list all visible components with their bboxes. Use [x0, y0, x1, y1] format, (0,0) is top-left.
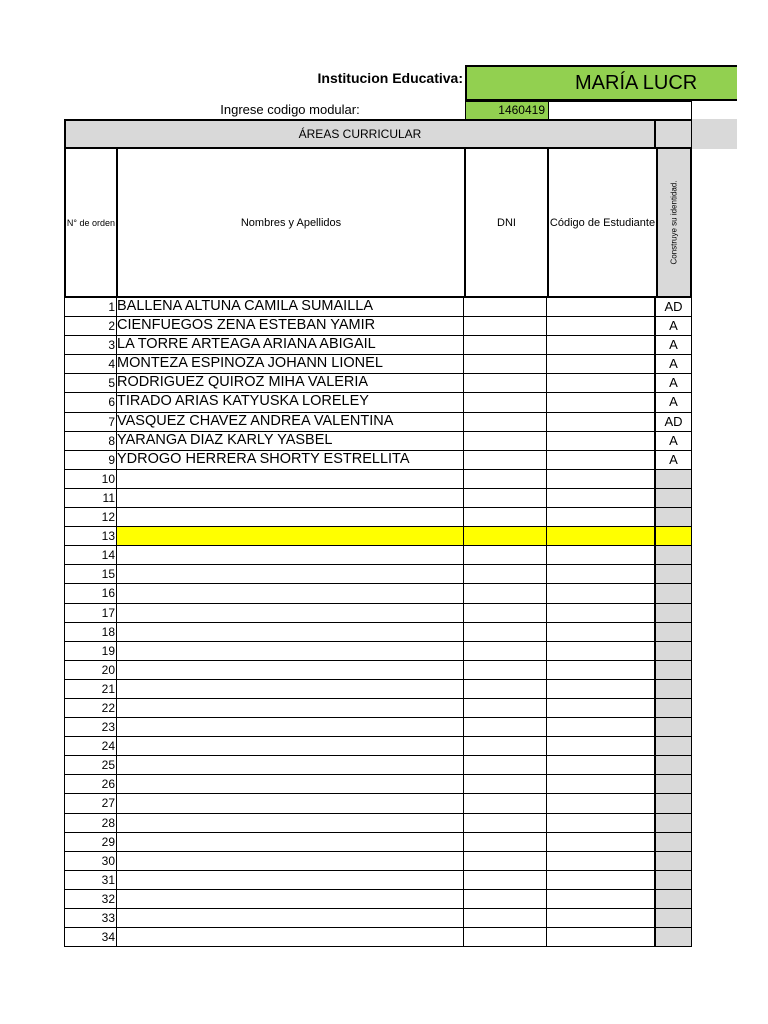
table-row	[64, 814, 692, 833]
table-row	[64, 661, 692, 680]
student-name-cell[interactable]: YARANGA DIAZ KARLY YASBEL	[117, 432, 464, 451]
dni-cell[interactable]	[464, 928, 547, 947]
row-number-cell[interactable]: 30	[64, 852, 117, 871]
grade-cell[interactable]	[656, 642, 692, 661]
student-name-cell[interactable]	[117, 680, 464, 699]
student-code-cell[interactable]	[547, 680, 656, 699]
row-number-cell[interactable]: 21	[64, 680, 117, 699]
dni-cell[interactable]	[464, 413, 547, 432]
row-number-cell[interactable]: 33	[64, 909, 117, 928]
student-code-cell[interactable]	[547, 565, 656, 584]
grade-cell[interactable]: A	[656, 336, 692, 355]
student-code-cell[interactable]	[547, 298, 656, 317]
row-number-cell[interactable]: 22	[64, 699, 117, 718]
dni-cell[interactable]	[464, 680, 547, 699]
column-header-number: N° de orden	[64, 149, 118, 298]
student-name-cell[interactable]	[117, 852, 464, 871]
competency-label: Construye su identidad.	[669, 180, 679, 265]
column-header-competency	[656, 149, 692, 298]
table-row	[64, 470, 692, 489]
student-name-cell[interactable]	[117, 584, 464, 603]
student-code-cell[interactable]	[547, 871, 656, 890]
row-number-cell[interactable]: 23	[64, 718, 117, 737]
table-row	[64, 909, 692, 928]
student-code-cell[interactable]	[547, 489, 656, 508]
row-number-cell[interactable]: 31	[64, 871, 117, 890]
table-row	[64, 489, 692, 508]
dni-cell[interactable]	[464, 546, 547, 565]
grade-cell[interactable]	[656, 699, 692, 718]
grade-cell[interactable]	[656, 680, 692, 699]
grade-cell[interactable]	[656, 718, 692, 737]
row-number-cell[interactable]: 12	[64, 508, 117, 527]
table-row	[64, 355, 692, 374]
dni-cell[interactable]	[464, 317, 547, 336]
table-row	[64, 604, 692, 623]
table-row	[64, 451, 692, 470]
row-number-cell[interactable]: 1	[64, 298, 117, 317]
student-name-cell[interactable]	[117, 718, 464, 737]
student-code-cell[interactable]	[547, 470, 656, 489]
row-number-cell[interactable]: 27	[64, 794, 117, 813]
institution-label: Institucion Educativa:	[317, 70, 463, 86]
table-row	[64, 833, 692, 852]
grade-cell[interactable]: A	[656, 393, 692, 412]
dni-cell[interactable]	[464, 355, 547, 374]
table-row	[64, 642, 692, 661]
row-number-cell[interactable]: 20	[64, 661, 117, 680]
grade-cell[interactable]	[656, 661, 692, 680]
table-row	[64, 699, 692, 718]
student-name-cell[interactable]	[117, 890, 464, 909]
grade-cell[interactable]: A	[656, 432, 692, 451]
dni-cell[interactable]	[464, 699, 547, 718]
table-row	[64, 737, 692, 756]
row-number-cell[interactable]: 8	[64, 432, 117, 451]
student-code-cell[interactable]	[547, 393, 656, 412]
student-name-cell[interactable]: LA TORRE ARTEAGA ARIANA ABIGAIL	[117, 336, 464, 355]
grade-cell[interactable]	[656, 489, 692, 508]
dni-cell[interactable]	[464, 374, 547, 393]
grade-cell[interactable]	[656, 623, 692, 642]
grade-cell[interactable]	[656, 470, 692, 489]
row-number-cell[interactable]: 6	[64, 393, 117, 412]
student-name-cell[interactable]	[117, 928, 464, 947]
table-row	[64, 374, 692, 393]
student-table-body	[64, 298, 692, 947]
row-number-cell[interactable]: 26	[64, 775, 117, 794]
table-row	[64, 508, 692, 527]
modular-code-cell[interactable]: 1460419	[465, 101, 549, 120]
areas-header-right-cell	[656, 119, 692, 149]
grade-cell[interactable]	[656, 833, 692, 852]
student-code-cell[interactable]	[547, 413, 656, 432]
grade-cell[interactable]: AD	[656, 298, 692, 317]
student-code-cell[interactable]	[547, 909, 656, 928]
student-code-cell[interactable]	[547, 794, 656, 813]
dni-cell[interactable]	[464, 642, 547, 661]
student-name-cell[interactable]	[117, 814, 464, 833]
dni-cell[interactable]	[464, 909, 547, 928]
student-name-cell[interactable]: CIENFUEGOS ZENA ESTEBAN YAMIR	[117, 317, 464, 336]
student-code-cell[interactable]	[547, 833, 656, 852]
row-number-cell[interactable]: 32	[64, 890, 117, 909]
dni-cell[interactable]	[464, 432, 547, 451]
student-name-cell[interactable]	[117, 794, 464, 813]
dni-cell[interactable]	[464, 718, 547, 737]
student-code-cell[interactable]	[547, 623, 656, 642]
table-row	[64, 871, 692, 890]
student-name-cell[interactable]: TIRADO ARIAS KATYUSKA LORELEY	[117, 393, 464, 412]
student-name-cell[interactable]: RODRIGUEZ QUIROZ MIHA VALERIA	[117, 374, 464, 393]
student-name-cell[interactable]	[117, 527, 464, 546]
column-header-student-code: Código de Estudiante	[547, 149, 658, 298]
dni-cell[interactable]	[464, 775, 547, 794]
grade-cell[interactable]	[656, 775, 692, 794]
dni-cell[interactable]	[464, 794, 547, 813]
row-number-cell[interactable]: 9	[64, 451, 117, 470]
student-name-cell[interactable]: YDROGO HERRERA SHORTY ESTRELLITA	[117, 451, 464, 470]
student-code-cell[interactable]	[547, 814, 656, 833]
student-name-cell[interactable]	[117, 623, 464, 642]
grade-cell[interactable]	[656, 508, 692, 527]
dni-cell[interactable]	[464, 623, 547, 642]
row-number-cell[interactable]: 14	[64, 546, 117, 565]
column-header-name: Nombres y Apellidos	[116, 149, 466, 298]
table-row	[64, 565, 692, 584]
row-number-cell[interactable]: 7	[64, 413, 117, 432]
row-number-cell[interactable]: 3	[64, 336, 117, 355]
grade-cell[interactable]	[656, 584, 692, 603]
modular-code-label: Ingrese codigo modular:	[220, 102, 360, 117]
row-number-cell[interactable]: 29	[64, 833, 117, 852]
table-row	[64, 432, 692, 451]
grade-cell[interactable]: A	[656, 451, 692, 470]
areas-header-extension	[692, 119, 737, 149]
table-row	[64, 527, 692, 546]
student-code-cell[interactable]	[547, 584, 656, 603]
student-name-cell[interactable]: BALLENA ALTUNA CAMILA SUMAILLA	[117, 298, 464, 317]
student-code-cell[interactable]	[547, 775, 656, 794]
student-code-cell[interactable]	[547, 737, 656, 756]
row-number-cell[interactable]: 10	[64, 470, 117, 489]
grade-cell[interactable]	[656, 756, 692, 775]
dni-cell[interactable]	[464, 756, 547, 775]
grade-cell[interactable]	[656, 890, 692, 909]
row-number-cell[interactable]: 24	[64, 737, 117, 756]
student-code-cell[interactable]	[547, 355, 656, 374]
grade-cell[interactable]	[656, 737, 692, 756]
student-name-cell[interactable]	[117, 642, 464, 661]
student-name-cell[interactable]	[117, 909, 464, 928]
dni-cell[interactable]	[464, 508, 547, 527]
table-row	[64, 928, 692, 947]
table-row	[64, 413, 692, 432]
row-number-cell[interactable]: 28	[64, 814, 117, 833]
grade-cell[interactable]	[656, 794, 692, 813]
row-number-cell[interactable]: 4	[64, 355, 117, 374]
row-number-cell[interactable]: 5	[64, 374, 117, 393]
student-code-cell[interactable]	[547, 508, 656, 527]
student-name-cell[interactable]	[117, 604, 464, 623]
row-number-cell[interactable]: 18	[64, 623, 117, 642]
student-name-cell[interactable]	[117, 470, 464, 489]
student-code-cell[interactable]	[547, 852, 656, 871]
student-code-cell[interactable]	[547, 642, 656, 661]
dni-cell[interactable]	[464, 451, 547, 470]
modular-code-extra-cell[interactable]	[549, 101, 692, 120]
grade-cell[interactable]	[656, 928, 692, 947]
student-name-cell[interactable]	[117, 756, 464, 775]
row-number-cell[interactable]: 13	[64, 527, 117, 546]
grade-cell[interactable]	[656, 814, 692, 833]
dni-cell[interactable]	[464, 565, 547, 584]
table-row	[64, 336, 692, 355]
student-code-cell[interactable]	[547, 756, 656, 775]
dni-cell[interactable]	[464, 584, 547, 603]
dni-cell[interactable]	[464, 336, 547, 355]
student-code-cell[interactable]	[547, 432, 656, 451]
grade-cell[interactable]: AD	[656, 413, 692, 432]
table-row	[64, 680, 692, 699]
student-code-cell[interactable]	[547, 890, 656, 909]
row-number-cell[interactable]: 25	[64, 756, 117, 775]
dni-cell[interactable]	[464, 871, 547, 890]
student-code-cell[interactable]	[547, 546, 656, 565]
dni-cell[interactable]	[464, 604, 547, 623]
student-code-cell[interactable]	[547, 718, 656, 737]
row-number-cell[interactable]: 2	[64, 317, 117, 336]
student-name-cell[interactable]	[117, 565, 464, 584]
dni-cell[interactable]	[464, 814, 547, 833]
table-row	[64, 584, 692, 603]
student-name-cell[interactable]	[117, 833, 464, 852]
table-row	[64, 546, 692, 565]
row-number-cell[interactable]: 16	[64, 584, 117, 603]
dni-cell[interactable]	[464, 298, 547, 317]
grade-cell[interactable]	[656, 604, 692, 623]
student-name-cell[interactable]	[117, 508, 464, 527]
dni-cell[interactable]	[464, 890, 547, 909]
row-number-cell[interactable]: 34	[64, 928, 117, 947]
student-code-cell[interactable]	[547, 336, 656, 355]
table-row	[64, 298, 692, 317]
student-name-cell[interactable]: VASQUEZ CHAVEZ ANDREA VALENTINA	[117, 413, 464, 432]
student-name-cell[interactable]: MONTEZA ESPINOZA JOHANN LIONEL	[117, 355, 464, 374]
table-row	[64, 623, 692, 642]
grade-cell[interactable]	[656, 909, 692, 928]
column-header-dni: DNI	[464, 149, 549, 298]
dni-cell[interactable]	[464, 852, 547, 871]
dni-cell[interactable]	[464, 470, 547, 489]
student-name-cell[interactable]	[117, 737, 464, 756]
dni-cell[interactable]	[464, 489, 547, 508]
grade-cell[interactable]	[656, 871, 692, 890]
table-row	[64, 393, 692, 412]
row-number-cell[interactable]: 19	[64, 642, 117, 661]
table-row	[64, 317, 692, 336]
student-code-cell[interactable]	[547, 699, 656, 718]
table-row	[64, 852, 692, 871]
row-number-cell[interactable]: 11	[64, 489, 117, 508]
row-number-cell[interactable]: 17	[64, 604, 117, 623]
student-name-cell[interactable]	[117, 871, 464, 890]
areas-curricular-header: ÁREAS CURRICULAR	[64, 119, 656, 149]
student-code-cell[interactable]	[547, 527, 656, 546]
grade-cell[interactable]	[656, 852, 692, 871]
row-number-cell[interactable]: 15	[64, 565, 117, 584]
grade-cell[interactable]: A	[656, 355, 692, 374]
table-row	[64, 794, 692, 813]
table-row	[64, 718, 692, 737]
student-code-cell[interactable]	[547, 661, 656, 680]
dni-cell[interactable]	[464, 527, 547, 546]
student-name-cell[interactable]	[117, 489, 464, 508]
student-name-cell[interactable]	[117, 546, 464, 565]
grade-cell[interactable]: A	[656, 317, 692, 336]
grade-cell[interactable]: A	[656, 374, 692, 393]
student-code-cell[interactable]	[547, 374, 656, 393]
student-code-cell[interactable]	[547, 928, 656, 947]
student-code-cell[interactable]	[547, 451, 656, 470]
dni-cell[interactable]	[464, 737, 547, 756]
student-name-cell[interactable]	[117, 699, 464, 718]
table-row	[64, 756, 692, 775]
dni-cell[interactable]	[464, 393, 547, 412]
student-code-cell[interactable]	[547, 604, 656, 623]
student-code-cell[interactable]	[547, 317, 656, 336]
table-row	[64, 890, 692, 909]
dni-cell[interactable]	[464, 661, 547, 680]
grade-cell[interactable]	[656, 546, 692, 565]
grade-cell[interactable]	[656, 565, 692, 584]
grade-cell[interactable]	[656, 527, 692, 546]
dni-cell[interactable]	[464, 833, 547, 852]
student-name-cell[interactable]	[117, 661, 464, 680]
institution-name-cell[interactable]: MARÍA LUCR	[465, 65, 737, 101]
table-row	[64, 775, 692, 794]
student-name-cell[interactable]	[117, 775, 464, 794]
